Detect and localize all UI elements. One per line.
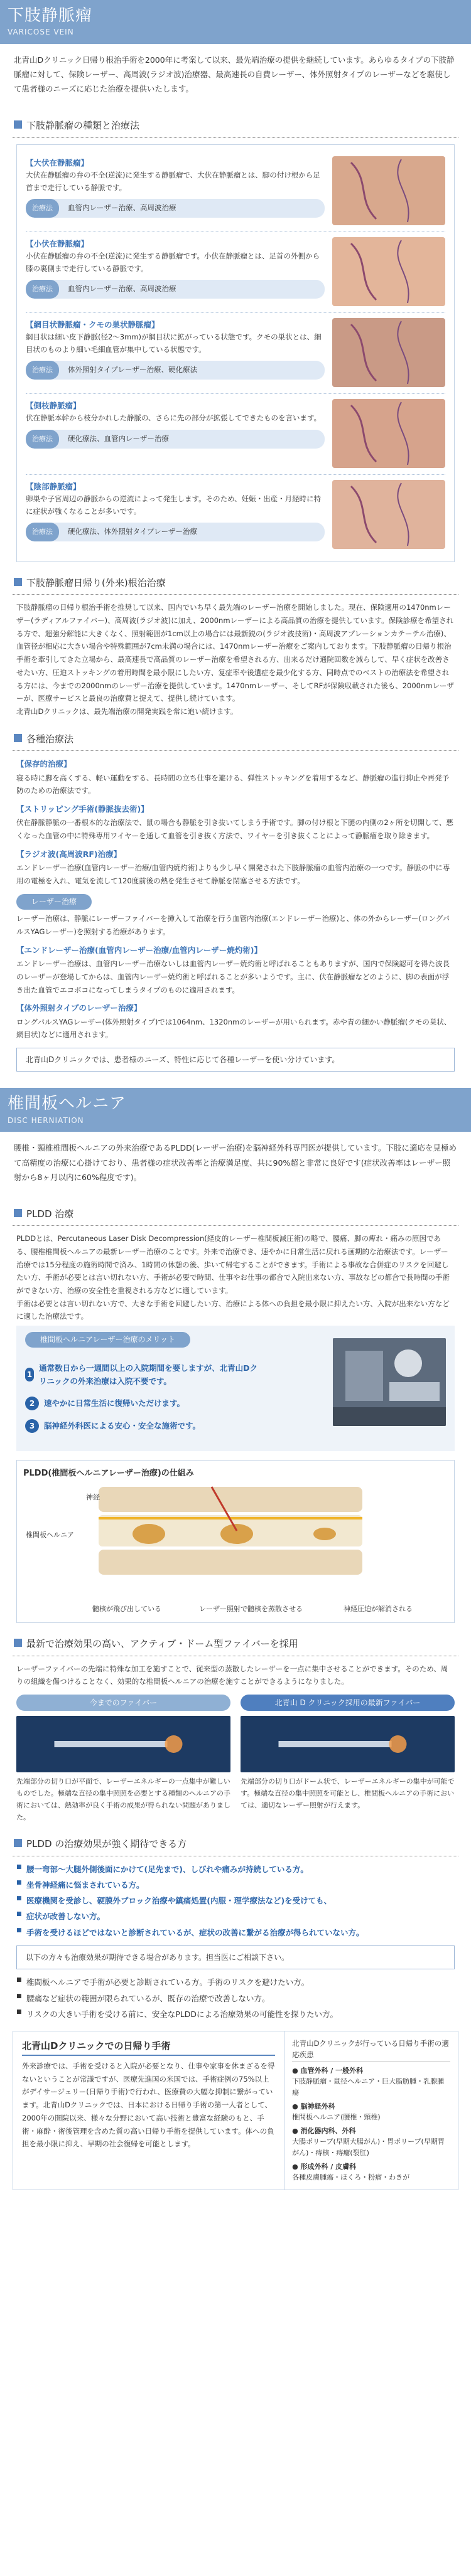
fiber-desc: 先端部分の切り口が平面で、レーザーエネルギーの一点集中が難しいものでした。極端な直径の集中照照を必要とする種類のヘルニアの手術においては、熱効率が良く手術の成果が得られない問題がありました。 bbox=[16, 1777, 230, 1821]
vein-type-card bbox=[26, 475, 445, 555]
dept-diseases: 各種皮膚腫瘍・ほくろ・粉瘤・わきが bbox=[292, 2173, 410, 2182]
merit-box bbox=[16, 1326, 455, 1451]
merit-text: 通常数日から一週間以上の入院期間を要しますが、北青山Dクリニックの外来治療は入院不要です。 bbox=[39, 1363, 257, 1386]
methods-list bbox=[0, 757, 471, 888]
hernia-title-en: DISC HERNIATION bbox=[8, 1115, 84, 1125]
vein-type-card bbox=[26, 151, 445, 232]
merit-number: 1 bbox=[25, 1368, 34, 1381]
treatment-value: 血管内レーザー治療、高周波治療 bbox=[68, 203, 176, 213]
caution-item: ■ 腰痛など症状の範囲が限られているが、既存の治療で改善しない方。 bbox=[16, 1992, 455, 2005]
merit-item bbox=[25, 1419, 264, 1433]
effect-item: ■ 手術を受けるほどではないと診断されているが、症状の改善に繋がる治療が得られていない方。 bbox=[16, 1926, 455, 1939]
fiber-desc: 先端部分の切り口がドーム状で、レーザーエネルギーの集中が可能です。極端な直径の集中照照を可能とし、椎間板ヘルニアの手術においては、適切なレーザー照射が行えます。 bbox=[241, 1777, 455, 1809]
day-surgery-title: 北青山Dクリニックでの日帰り手術 bbox=[22, 2038, 275, 2056]
label-step-1: 髄核が飛び出している bbox=[92, 1605, 161, 1614]
dept-name: ● 血管外科 / 一般外科 bbox=[292, 2066, 364, 2075]
varicose-banner bbox=[0, 0, 471, 44]
label-step-3: 神経圧迫が解消される bbox=[344, 1605, 413, 1614]
merit-item bbox=[25, 1361, 264, 1388]
fiber-column bbox=[241, 1695, 455, 1823]
day-surgery-text: 外来診療では、手術を受けると入院が必要となり、仕事や家事を休まざるを得ないということが常識ですが、医療先進国の米国では、手術症例の75%以上がデイサージェリー(日帰り手術)で行われ、医療費の大幅な抑制に繋がっています。北青山Dクリニックでは、日本における日帰り手術の第一人者として、2000年の開院以来、様々な分野において高い技術と豊富な経験のもと、手術・麻酔・術後管理を含めた質の高い日帰り手術を提供しています。体への負担を最小限に抑え、早期の社会復帰を可能とします。 bbox=[22, 2062, 275, 2149]
treatment-bar bbox=[26, 361, 325, 380]
types-heading: 下肢静脈瘤の種類と治療法 bbox=[13, 116, 458, 138]
label-nerve: 神経 bbox=[86, 1493, 100, 1502]
vein-type-text bbox=[26, 318, 325, 387]
dept-name: ● 消化器内科、外科 bbox=[292, 2126, 356, 2135]
effect-item: ■ 腰一弯部〜大腿外側後面にかけて(足先まで)、しびれや痛みが持続している方。 bbox=[16, 1863, 455, 1876]
effect-list bbox=[16, 1863, 455, 1939]
vein-type-desc: 伏在静脈本幹から枝分かれした静脈の、さらに先の部分が拡張してできたものを言います。 bbox=[26, 413, 322, 423]
laser-note: 北青山Dクリニックでは、患者様のニーズ、特性に応じて各種レーザーを使い分けています。 bbox=[16, 1048, 455, 1072]
treatment-value: 血管内レーザー治療、高周波治療 bbox=[68, 284, 176, 294]
vein-type-text bbox=[26, 480, 325, 549]
surgery-text-2: 北青山Dクリニックは、最先端治療の開発実践を常に追い続けます。 bbox=[16, 706, 238, 716]
merit-number: 3 bbox=[25, 1419, 39, 1433]
treatment-label: 治療法 bbox=[26, 361, 59, 380]
day-surgery-side-title: 北青山Dクリニックが行っている日帰り手術の適応疾患 bbox=[292, 2038, 450, 2062]
vein-type-name: 【大伏在静脈瘤】 bbox=[26, 157, 89, 168]
vein-type-name: 【側枝静脈瘤】 bbox=[26, 400, 81, 410]
hernia-title: 椎間板ヘルニア bbox=[8, 1094, 127, 1114]
types-box bbox=[16, 144, 455, 562]
merit-text: 脳神経外科医による安心・安全な施術です。 bbox=[44, 1421, 201, 1431]
varicose-title-en: VARICOSE VEIN bbox=[8, 28, 74, 37]
treatment-value: 硬化療法、血管内レーザー治療 bbox=[68, 434, 169, 443]
leg-photo bbox=[332, 399, 445, 468]
merit-text: 速やかに日常生活に復帰いただけます。 bbox=[44, 1398, 185, 1408]
dept-diseases: 下肢静脈瘤・鼠径ヘルニア・巨大脂肪腫・乳腺腫瘍 bbox=[292, 2077, 445, 2097]
vein-type-card bbox=[26, 313, 445, 394]
caution-item: ■ リスクの大きい手術を受ける前に、安全なPLDDによる治療効果の可能性を探りたい方。 bbox=[16, 2008, 455, 2021]
dept-diseases: 椎間板ヘルニア(腰椎・頸椎) bbox=[292, 2113, 381, 2122]
effect-item: ■ 坐骨神経痛に悩まされている方。 bbox=[16, 1878, 455, 1892]
laser-method-desc: ロングパルスYAGレーザー(体外照射タイプ)では1064nm、1320nmのレーザーが用いられます。赤や青の細かい静脈瘤(クモの巣状、網目状)などに適用されます。 bbox=[16, 1017, 452, 1040]
diagram-title: PLDD(椎間板ヘルニアレーザー治療)の仕組み bbox=[23, 1469, 194, 1479]
caution-list bbox=[16, 1976, 455, 2021]
fiber-compare bbox=[16, 1695, 455, 1823]
leg-photo bbox=[332, 237, 445, 306]
dept-name: ● 形成外科 / 皮膚科 bbox=[292, 2162, 357, 2171]
hernia-banner bbox=[0, 1088, 471, 1132]
vein-type-desc: 網目状は細い皮下静脈(径2〜3mm)が網目状に拡がっている状態です。クモの巣状とは、細目状のものより細い毛細血管が集中している状態です。 bbox=[26, 333, 322, 354]
method-name: 【ストリッピング手術(静脈抜去術)】 bbox=[16, 804, 149, 814]
vein-type-text bbox=[26, 237, 325, 306]
surgery-heading: 下肢静脈瘤日帰り(外来)根治治療 bbox=[13, 573, 458, 595]
effect-heading: PLDD の治療効果が強く期待できる方 bbox=[13, 1834, 458, 1856]
treatment-label: 治療法 bbox=[26, 199, 59, 218]
vein-type-desc: 卵巣や子宮周辺の静脈からの逆流によって発生します。そのため、妊娠・出産・月経時に特に症状が強くなることが多いです。 bbox=[26, 494, 322, 516]
vein-type-text bbox=[26, 156, 325, 225]
method-name: 【ラジオ波(高周波RF)治療】 bbox=[16, 849, 122, 859]
hernia-intro: 腰椎・頸椎椎間板ヘルニアの外来治療であるPLDD(レーザー治療)を脳神経外科専門医が提供しています。下肢に適応を見極めて高精度の治療に心掛けており、患者様の症状改善率と治療満足度、共に90%超と非常に良好です(症状改善率はレーザー照射から8ヶ月以内に60%程度です)。 bbox=[14, 1143, 457, 1182]
pldd-diagram bbox=[16, 1460, 455, 1623]
day-surgery-box bbox=[13, 2031, 458, 2190]
treatment-bar bbox=[26, 199, 325, 218]
merit-item bbox=[25, 1397, 264, 1410]
vein-type-name: 【陰部静脈瘤】 bbox=[26, 481, 81, 491]
leg-photo bbox=[332, 156, 445, 225]
caution-note: 以下の方々も治療効果が期待できる場合があります。担当医にご相談下さい。 bbox=[16, 1945, 455, 1969]
treatment-bar bbox=[26, 523, 325, 541]
fiber-column bbox=[16, 1695, 230, 1823]
dept-name: ● 脳神経外科 bbox=[292, 2102, 335, 2110]
surgery-text: 下肢静脈瘤の日帰り根治手術を推奨して以来、国内でいち早く最先端のレーザー治療を開始しました。現在、保険適用の1470nmレーザー(ラディアルファイバー)、高周波(ラジオ波)に加え、2000nmレーザーによる高品質の治療を提供しています。保険診療を希望される方で、超強分解能に大きくなく、照射範囲が1cm以上の場合には最新鋭の(ラジオ波技術)・高周波アプレーションカテーテル治療)、血管径が相応に大きい場合や特殊範囲が7cm未満の場合には、1470nmレーザー治療をご案内しております。下肢静脈瘤の日帰り根治手術を牽引してきた立場から、最高速長で高品質のレーザー治療を希望される方、出来るだけ通院回数を減らして、早く症状を改善させたい方、圧迫ストッキングの着用時間を最小限にしたい方、复症率や後遺症を最少化する方、同時点でのベストの治療法を希望される方には、今までの2000nmのレーザー治療を提供しています。1470nmレーザー、そしてRFが保険収載された後も、2000nmレーザーが、医療サービスと最良の治療費と捉えて、提供し続けています。 bbox=[16, 603, 454, 703]
fiber-text: レーザーファイバーの先端に特殊な加工を施すことで、従来型の蒸散したレーザーを一点に集中させることができます。そのため、周りの組織を傷つけることなく、効果的な椎間板ヘルニアの治療を施すことができるようになりました。 bbox=[16, 1664, 448, 1686]
laser-intro: レーザー治療は、静脈にレーザーファイバーを挿入して治療を行う血管内治療(エンドレーザー治療)と、体の外からレーザー(ロングパルスYAGレーザー)を照射する治療があります。 bbox=[16, 914, 450, 936]
label-step-2: レーザー照射で髄核を蒸散させる bbox=[199, 1605, 303, 1614]
varicose-title: 下肢静脈瘤 bbox=[8, 6, 93, 25]
method-desc: エンドレーザー治療(血管内レーザー治療/血管内焼灼術)よりも少し早く開発された下肢静脈瘤の血管内治療の一つです。静脈の中に専用の電極を入れ、電気を流して120度前後の熱を発生させて静脈を閉塞させる方法です。 bbox=[16, 863, 450, 885]
effect-item: ■ 医療機関を受診し、硬膜外ブロック治療や鎮痛処置(内服・理学療法など)を受けても、 bbox=[16, 1894, 455, 1907]
fiber-photo bbox=[241, 1716, 455, 1772]
method-name: 【保存的治療】 bbox=[16, 759, 72, 769]
laser-method-name: 【エンドレーザー治療(血管内レーザー治療/血管内レーザー焼灼術)】 bbox=[16, 945, 262, 955]
vein-type-desc: 大伏在静脈瘤の弁の不全(逆流)に発生する静脈瘤で、大伏在静脈瘤とは、脚の付け根から足首まで走行している静脈です。 bbox=[26, 171, 320, 192]
methods-heading: 各種治療法 bbox=[13, 730, 458, 752]
pldd-heading: PLDD 治療 bbox=[13, 1205, 458, 1227]
vein-type-card bbox=[26, 394, 445, 475]
treatment-room-photo bbox=[333, 1338, 446, 1426]
label-hernia: 椎間板ヘルニア bbox=[26, 1531, 74, 1540]
fiber-head: 今までのファイバー bbox=[16, 1695, 230, 1711]
vein-type-name: 【小伏在静脈瘤】 bbox=[26, 238, 89, 248]
vein-type-text bbox=[26, 399, 325, 468]
laser-method-name: 【体外照射タイプのレーザー治療】 bbox=[16, 1003, 142, 1013]
pldd-text-2: 手術は必要とは言い切れない方で、大きな手術を回避したい方、治療による体への負担を最小限に抑えたい方、入院が出来ない方などに適した治療法です。 bbox=[16, 1299, 450, 1321]
treatment-bar bbox=[26, 430, 325, 449]
laser-methods-list bbox=[16, 944, 455, 1041]
pldd-text: PLDDとは、Percutaneous Laser Disk Decompression(経皮的レーザー椎間板減圧術)の略で、腰痛、脚の痺れ・痛みの原因である、腰椎椎間板ヘルニアの最新レーザー治療のことです。外来で治療でき、速やかに日常生活に戻れる画期的な治療法です。レーザー治療では15分程度の施術時間で済み、1時間の休憩の後、歩いて帰宅することができます。手術による事故な合併症のリスクを回避したい方、手術が必要とは言い切れない方、手術が必要で時間、仕事やお仕事の都合で入院出来ない方、事故などの都合で長時間の手術ができない方、治療の安全性を重視される方などに適しています。 bbox=[16, 1234, 450, 1296]
merit-pill: 椎間板ヘルニアレーザー治療のメリット bbox=[25, 1332, 190, 1347]
fiber-heading: 最新で治療効果の高い、アクティブ・ドーム型ファイバーを採用 bbox=[13, 1634, 458, 1656]
treatment-value: 硬化療法、体外照射タイプレーザー治療 bbox=[68, 527, 197, 536]
vein-type-name: 【網目状静脈瘤・クモの巣状静脈瘤】 bbox=[26, 319, 160, 329]
treatment-bar bbox=[26, 280, 325, 299]
laser-pill: レーザー治療 bbox=[16, 894, 92, 910]
merit-number: 2 bbox=[25, 1397, 39, 1410]
vein-type-card bbox=[26, 232, 445, 313]
treatment-value: 体外照射タイプレーザー治療、硬化療法 bbox=[68, 365, 197, 375]
method-desc: 寝る時に脚を高くする、軽い運動をする、長時間の立ち仕事を避ける、弾性ストッキングを着用するなど、静脈瘤の進行抑止や再発予防のための治療法です。 bbox=[16, 773, 450, 796]
effect-item: ■ 症状が改善しない方。 bbox=[16, 1910, 455, 1923]
treatment-label: 治療法 bbox=[26, 523, 59, 541]
varicose-intro: 北青山Dクリニック日帰り根治手術を2000年に考案して以来、最先端治療の提供を継続しています。あらゆるタイプの下肢静脈瘤に対して、保険レーザー、高周波(ラジオ波)治療器、最高速長の自費レーザー、体外照射タイプのレーザーなどを駆使して患者様のニーズに応じた治療を提供いたします。 bbox=[14, 55, 455, 94]
vein-type-desc: 小伏在静脈瘤の弁の不全(逆流)に発生する静脈瘤です。小伏在静脈瘤とは、足首の外側から膝の裏側まで走行している静脈です。 bbox=[26, 252, 320, 273]
fiber-head: 北青山 D クリニック採用の最新ファイバー bbox=[241, 1695, 455, 1711]
treatment-label: 治療法 bbox=[26, 430, 59, 449]
treatment-label: 治療法 bbox=[26, 280, 59, 299]
method-desc: 伏在静脈静脈の一番根本的な治療法で、鼠の場合も静脈を引き抜いてしまう手術です。脚の付け根と下腿の内側の2ヶ所を切開して、悪くなった血管の中に特殊専用ワイヤーを通して血管を引き抜く方法で、ワイヤーを引き抜くことによって静脈瘤を取り除きます。 bbox=[16, 818, 453, 841]
leg-photo bbox=[332, 318, 445, 387]
dept-diseases: 大腸ポリープ(早期大腸がん)・胃ポリープ(早期胃がん)・痔核・痔瘻(裂肛) bbox=[292, 2137, 445, 2158]
caution-item: ■ 椎間板ヘルニアで手術が必要と診断されている方。手術のリスクを避けたい方。 bbox=[16, 1976, 455, 1989]
leg-photo bbox=[332, 480, 445, 549]
laser-method-desc: エンドレーザー治療は、血管内レーザー治療ないしは血管内レーザー焼灼術と呼ばれることもありますが、国内で保険認可を得た波長のレーザーが登場してからは、血管内レーザー焼灼術と呼ばれることが多いようです。主に、伏在静脈瘤などのように、脚の表面が浮き出た血管でエコボコになってしまうタイプのものに適用されます。 bbox=[16, 959, 450, 994]
fiber-photo bbox=[16, 1716, 230, 1772]
